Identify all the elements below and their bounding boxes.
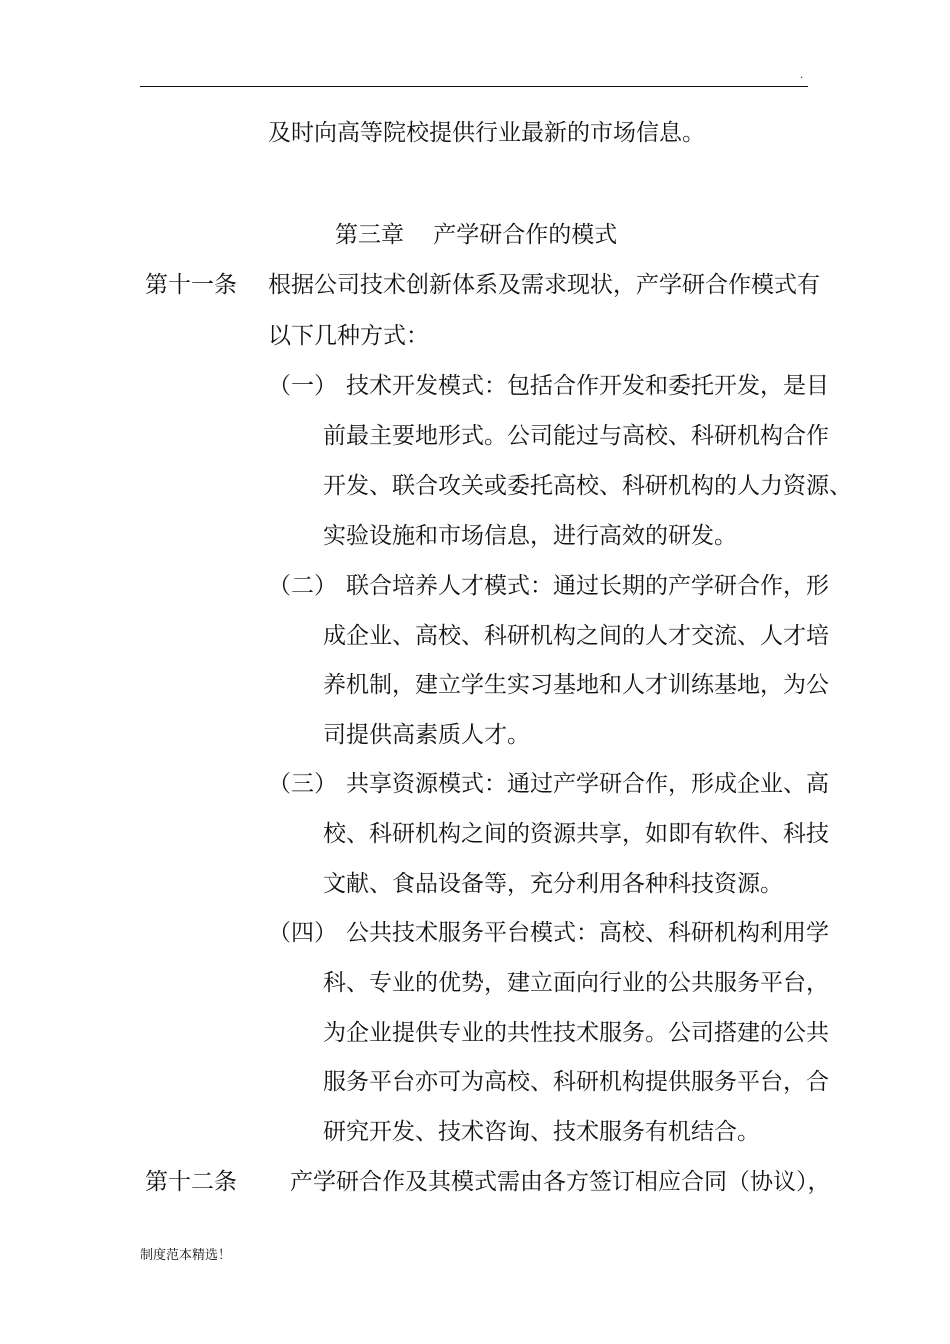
- item-1-line-4: 实验设施和市场信息，进行高效的研发。: [323, 523, 737, 549]
- item-2-line-2: 成企业、高校、科研机构之间的人才交流、人才培: [323, 623, 829, 649]
- item-3-line-2: 校、科研机构之间的资源共享，如即有软件、科技: [323, 821, 829, 847]
- item-4-mark: （四）: [268, 920, 337, 946]
- intro-end-line: 及时向高等院校提供行业最新的市场信息。: [268, 120, 705, 146]
- article-11-line-2: 以下几种方式：: [268, 323, 429, 349]
- article-11-line-1: 根据公司技术创新体系及需求现状，产学研合作模式有: [268, 272, 820, 298]
- chapter-title: 第三章 产学研合作的模式: [335, 222, 618, 248]
- item-2-mark: （二）: [268, 573, 337, 599]
- article-12-line-1: 产学研合作及其模式需由各方签订相应合同（协议），: [290, 1169, 831, 1195]
- item-3-mark: （三）: [268, 771, 337, 797]
- article-11-label: 第十一条: [145, 272, 237, 298]
- item-4-line-5: 研究开发、技术咨询、技术服务有机结合。: [323, 1119, 760, 1145]
- article-12-label: 第十二条: [145, 1169, 237, 1195]
- header-mark: .: [800, 70, 804, 81]
- item-1-line-2: 前最主要地形式。公司能过与高校、科研机构合作: [323, 423, 829, 449]
- item-4-line-3: 为企业提供专业的共性技术服务。公司搭建的公共: [323, 1020, 829, 1046]
- item-4-line-1: 公共技术服务平台模式：高校、科研机构利用学: [346, 920, 829, 946]
- item-2-line-1: 联合培养人才模式：通过长期的产学研合作，形: [346, 573, 829, 599]
- header-rule: [140, 86, 808, 87]
- item-2-line-3: 养机制，建立学生实习基地和人才训练基地，为公: [323, 672, 829, 698]
- item-2-line-4: 司提供高素质人才。: [323, 722, 530, 748]
- item-3-line-3: 文献、食品设备等，充分利用各种科技资源。: [323, 871, 783, 897]
- item-3-line-1: 共享资源模式：通过产学研合作，形成企业、高: [346, 771, 829, 797]
- item-4-line-4: 服务平台亦可为高校、科研机构提供服务平台，合: [323, 1069, 829, 1095]
- item-1-line-3: 开发、联合攻关或委托高校、科研机构的人力资源、: [323, 473, 852, 499]
- footer-note: 制度范本精选！: [140, 1248, 232, 1263]
- item-1-line-1: 技术开发模式：包括合作开发和委托开发，是目: [346, 373, 829, 399]
- item-1-mark: （一）: [268, 373, 337, 399]
- item-4-line-2: 科、专业的优势，建立面向行业的公共服务平台，: [323, 970, 829, 996]
